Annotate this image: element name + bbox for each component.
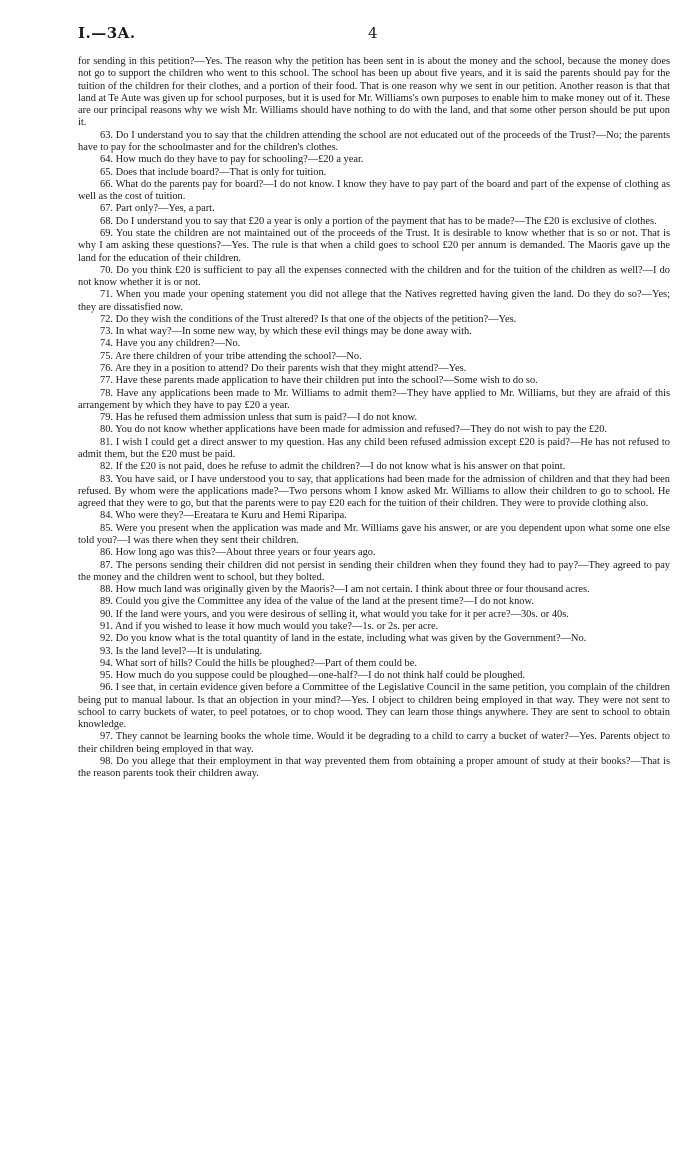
question-paragraph: 90. If the land were yours, and you were desirous of selling it, what would you take for it per acre?—30s. or 40s.	[100, 608, 569, 620]
page-header	[78, 24, 670, 46]
question-paragraph: 94. What sort of hills? Could the hills be ploughed?—Part of them could be.	[100, 657, 417, 669]
question-paragraph: 91. And if you wished to lease it how much would you take?—1s. or 2s. per acre.	[100, 620, 439, 632]
question-paragraph: 70. Do you think £20 is sufficient to pay all the expenses connected with the children and for the tuition of the children as well?—I do not know whether it is or not.	[78, 264, 670, 289]
question-paragraph: 73. In what way?—In some new way, by which these evil things may be done away with.	[100, 326, 472, 338]
question-paragraph: 96. I see that, in certain evidence given before a Committee of the Legislative Council in the same petition, you complain of the children being put to manual labour. Is that an objection in your mind?—Yes. I object to children being employed in that way. They were not sent to school to carry buckets of water, to peel potatoes, or to chop wood. They can learn those things anywhere. They are sent to school to obtain knowledge.	[78, 682, 670, 731]
question-paragraph: 64. How much do they have to pay for schooling?—£20 a year.	[100, 154, 364, 166]
question-paragraph: 97. They cannot be learning books the whole time. Would it be degrading to a child to carry a bucket of water?—Yes. Parents object to their children being employed in that way.	[78, 731, 670, 755]
question-paragraph: 76. Are they in a position to attend? Do their parents wish that they might attend?—Yes.	[100, 363, 467, 375]
question-paragraph: 92. Do you know what is the total quantity of land in the estate, including what was given by the Government?—No.	[100, 633, 587, 645]
question-paragraph: 98. Do you allege that their employment in that way prevented them from obtaining a proper amount of study at their books?—That is the reason parents took their children away.	[78, 756, 670, 780]
document-reference: I.—3A.	[78, 24, 136, 42]
question-paragraph: 95. How much do you suppose could be ploughed—one-half?—I do not think half could be ploughed.	[100, 670, 526, 682]
question-paragraph: 82. If the £20 is not paid, does he refuse to admit the children?—I do not know what is his answer on that point.	[100, 461, 566, 473]
document-body	[78, 56, 670, 781]
question-paragraph: 89. Could you give the Committee any idea of the value of the land at the present time?—I do not know.	[100, 596, 534, 608]
question-paragraph: 69. You state the children are not maintained out of the proceeds of the Trust. It is desirable to know whether that is so or not. That is why I am asking these questions?—Yes. The rule is that when a child goes to school £20 per annum is demanded. The Maoris gave up the land for the education of their children.	[78, 227, 670, 264]
question-paragraph: 65. Does that include board?—That is only for tuition.	[100, 166, 327, 178]
question-paragraph: 63. Do I understand you to say that the children attending the school are not educated out of the proceeds of the Trust?—No; the parents have to pay for the schoolmaster and for the children's clothes.	[78, 129, 670, 153]
question-paragraph: 72. Do they wish the conditions of the Trust altered? Is that one of the objects of the petition?—Yes.	[100, 313, 517, 325]
question-paragraph: 87. The persons sending their children did not persist in sending their children when they found they had to pay?—They agreed to pay the money and the children went to school, but they bolted.	[78, 559, 670, 583]
question-paragraph: 80. You do not know whether applications have been made for admission and refused?—They do not wish to pay the £20.	[100, 424, 608, 436]
question-paragraph: 84. Who were they?—Ereatara te Kuru and Hemi Riparipa.	[100, 510, 347, 522]
question-paragraph: 79. Has he refused them admission unless that sum is paid?—I do not know.	[100, 412, 418, 424]
question-paragraph: 86. How long ago was this?—About three years or four years ago.	[100, 547, 376, 559]
question-paragraph: 78. Have any applications been made to Mr. Williams to admit them?—They have applied to Mr. Williams, but they are afraid of this arrangement by which they have to pay £20 a year.	[78, 387, 670, 411]
question-paragraph: 85. Were you present when the application was made and Mr. Williams gave his answer, or are you dependent upon what some one else told you?—I was there when they sent their children.	[78, 522, 670, 546]
question-paragraph: 83. You have said, or I have understood you to say, that applications had been made for the admission of children and that they had been refused. By whom were the applications made?—Two persons whom I know asked Mr. Williams to allow their children to go to school. He agreed that they were to go, but that the parents were to pay £20 each for the tuition of their children. They were to provide clothing also.	[78, 473, 670, 510]
question-paragraph: 88. How much land was originally given by the Maoris?—I am not certain. I think about three or four thousand acres.	[100, 584, 590, 596]
question-paragraph: 68. Do I understand you to say that £20 a year is only a portion of the payment that has to be made?—The £20 is exclusive of clothes.	[100, 215, 657, 227]
question-paragraph: 74. Have you any children?—No.	[100, 338, 241, 350]
question-paragraph: 75. Are there children of your tribe attending the school?—No.	[100, 350, 362, 362]
question-paragraph: 67. Part only?—Yes, a part.	[100, 203, 215, 215]
continued-paragraph: for sending in this petition?—Yes. The reason why the petition has been sent in is about the money and the school, because the money does not go to support the children who went to this school. The school has been up about five years, and it is said the parents should pay for the tuition of the children for their clothes, and a portion of their food. That is one reason why we sent in our petition. Another reason is that that land at Te Aute was given up for school purposes, but it is used for Mr. Williams's own purposes to enable him to make money out of it. These are our principal reasons why we wish Mr. Williams should have nothing to do with the land, and that some other person should be put upon it.	[78, 56, 670, 129]
question-paragraph: 81. I wish I could get a direct answer to my question. Has any child been refused admission except £20 is paid?—He has not refused to admit them, but the £20 must be paid.	[78, 436, 670, 460]
question-paragraph: 66. What do the parents pay for board?—I do not know. I know they have to pay part of the board and part of the expense of clothing as well as the cost of tuition.	[78, 178, 670, 203]
question-paragraph: 93. Is the land level?—It is undulating.	[100, 645, 263, 657]
question-paragraph: 77. Have these parents made application to have their children put into the school?—Some wish to do so.	[100, 375, 538, 387]
question-paragraph: 71. When you made your opening statement you did not allege that the Natives regretted having given the land. Do they do so?—Yes; they are dissatisfied now.	[78, 289, 670, 313]
page-number: 4	[368, 24, 378, 42]
